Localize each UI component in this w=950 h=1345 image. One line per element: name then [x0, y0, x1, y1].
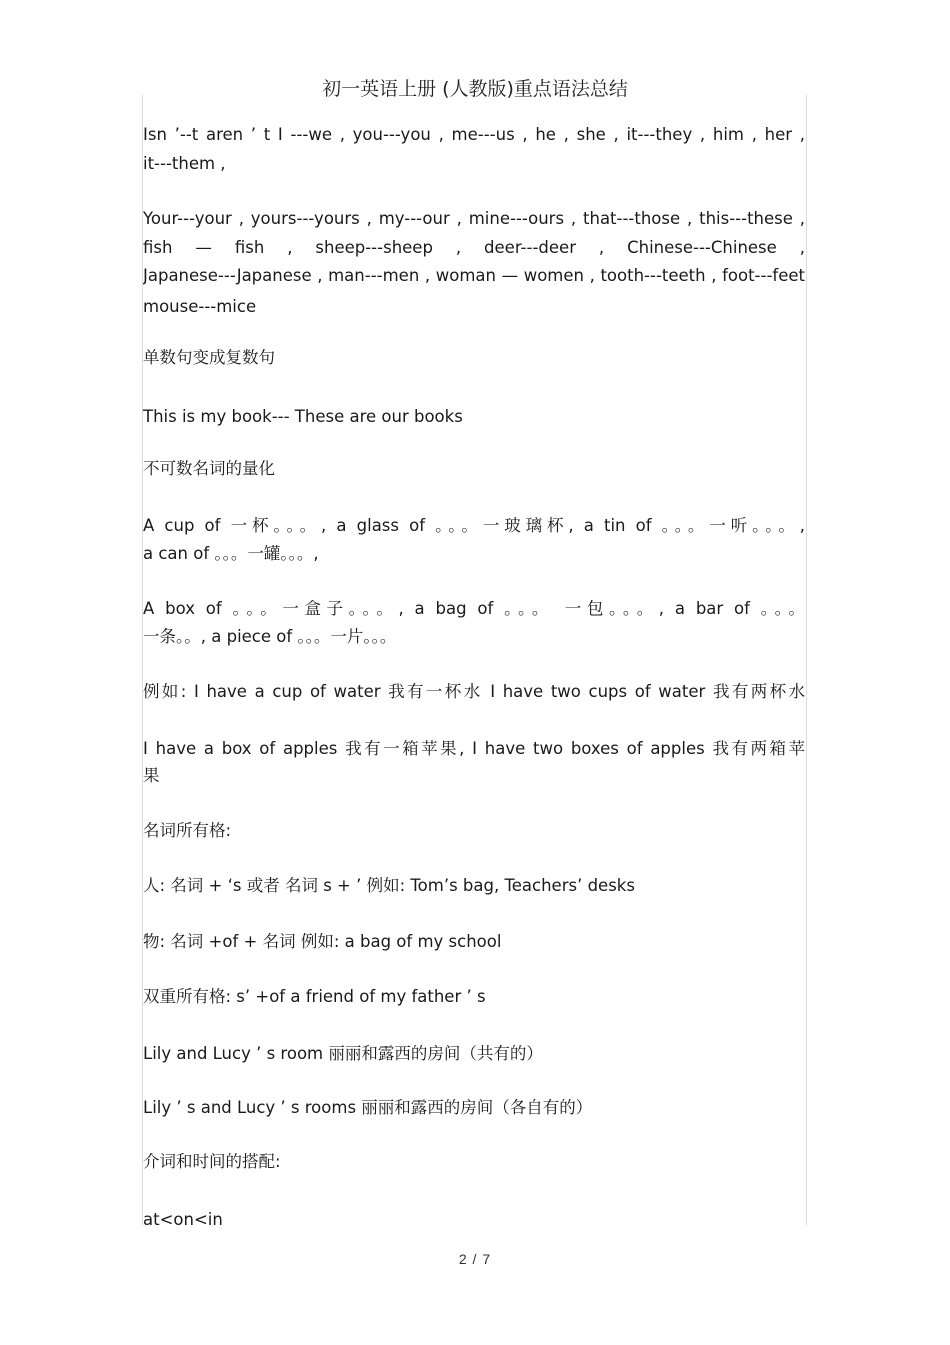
- right-margin-rule: [806, 95, 807, 1225]
- text-line: a can of 。。。一罐。。。,: [143, 544, 319, 563]
- text-line: I have a box of apples 我有一箱苹果, I have two boxes of apples 我有两箱苹: [143, 739, 805, 758]
- text-line: A cup of 一杯。。。, a glass of 。。。一玻璃杯, a tin of 。。。一听。。。,: [143, 516, 805, 535]
- text-line: Lily and Lucy ’ s room 丽丽和露西的房间（共有的）: [143, 1044, 543, 1063]
- text-line: 一条。。, a piece of 。。。一片。。。: [143, 627, 397, 646]
- text-line: it---them ,: [143, 154, 226, 173]
- text-line: 人: 名词 + ‘s 或者 名词 s + ’ 例如: Tom’s bag, Teachers’ desks: [143, 876, 635, 895]
- page-title: 初一英语上册 (人教版)重点语法总结: [322, 78, 628, 100]
- text-line: Lily ’ s and Lucy ’ s rooms 丽丽和露西的房间（各自有的）: [143, 1098, 593, 1117]
- text-line: 双重所有格: s’ +of a friend of my father ’ s: [143, 987, 486, 1006]
- text-line: fish — fish , sheep---sheep , deer---deer , Chinese---Chinese ,: [143, 238, 805, 257]
- page-number: 2 / 7: [458, 1251, 492, 1267]
- text-line: mouse---mice: [143, 297, 257, 316]
- section-heading: 单数句变成复数句: [143, 348, 275, 367]
- text-line: Your---your , yours---yours , my---our , mine---ours , that---those , this---these ,: [143, 209, 805, 228]
- text-line: 例如: I have a cup of water 我有一杯水 I have two cups of water 我有两杯水: [143, 682, 805, 701]
- text-line: Japanese---Japanese , man---men , woman — women , tooth---teeth , foot---feet: [143, 266, 805, 285]
- text-line: A box of 。。。一盒子。。。, a bag of 。。。 一包。。。, a bar of 。。。: [143, 599, 805, 618]
- text-line: at<on<in: [143, 1210, 223, 1229]
- section-heading: 名词所有格:: [143, 821, 232, 840]
- text-line: This is my book--- These are our books: [143, 407, 463, 426]
- text-line: Isn ’--t aren ’ t I ---we , you---you , me---us , he , she , it---they , him , her ,: [143, 125, 805, 144]
- text-line: 物: 名词 +of + 名词 例如: a bag of my school: [143, 932, 502, 951]
- section-heading: 介词和时间的搭配:: [143, 1152, 281, 1171]
- section-heading: 不可数名词的量化: [143, 459, 275, 478]
- text-line: 果: [143, 766, 160, 785]
